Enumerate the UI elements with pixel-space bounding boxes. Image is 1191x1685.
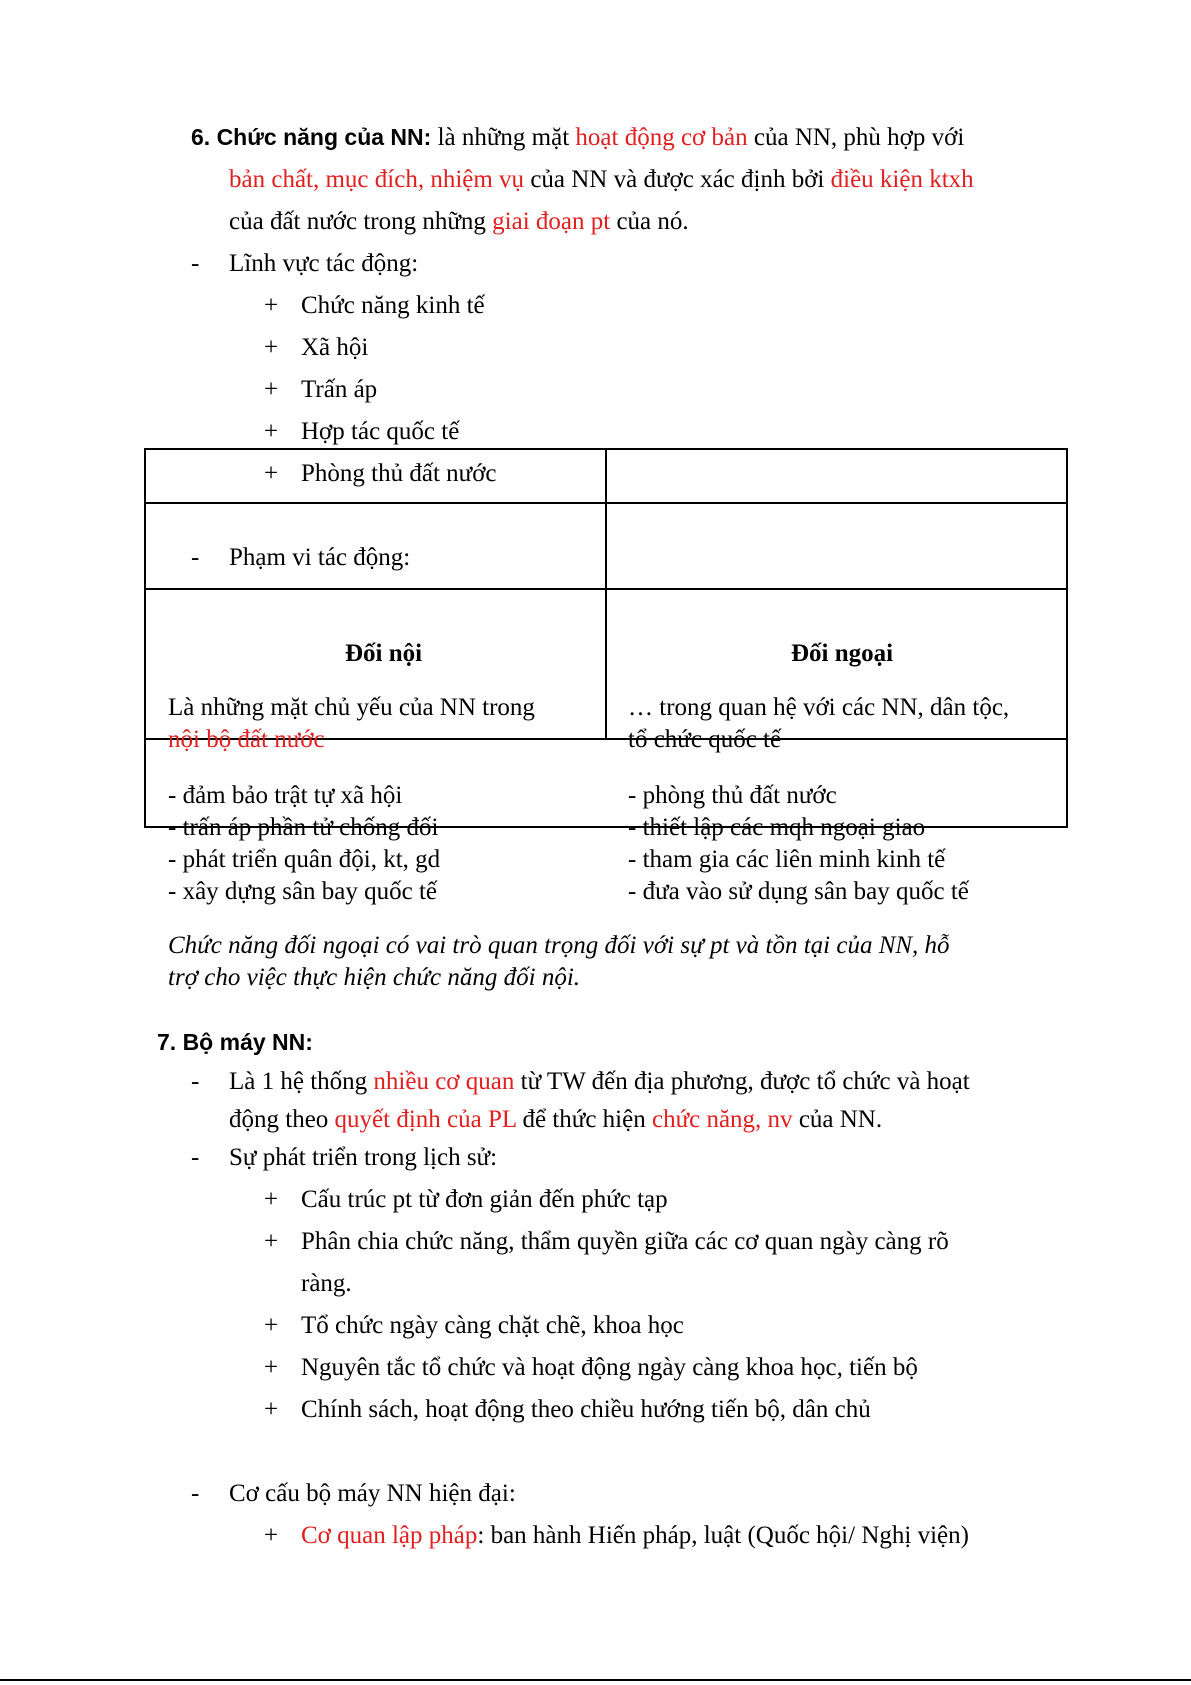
section7-heading: 7. Bộ máy NN: [157, 1029, 313, 1055]
page-bottom-rule [0, 1679, 1191, 1681]
highlight-text: chức năng, nv [651, 1106, 793, 1133]
bullet-plus: + [264, 460, 279, 487]
highlight-text: giai đoạn pt [492, 208, 611, 235]
col1-header: Đối nội [345, 640, 423, 667]
note-line: Chức năng đối ngoại có vai trò quan trọng đối với sự pt và tồn tại của NN, hỗ [168, 932, 950, 959]
section6-line2 [229, 166, 974, 195]
col2-desc: tổ chức quốc tế [628, 726, 782, 753]
text-span: của NN và được xác định bởi [524, 166, 831, 193]
bullet-plus: + [264, 1354, 279, 1381]
text-span: của NN, phù hợp với [747, 124, 965, 151]
bullet-dash: - [191, 1480, 200, 1507]
structure-item [301, 1522, 969, 1551]
table-column-divider [605, 448, 607, 740]
text-span: động theo [229, 1106, 335, 1133]
bullet-plus: + [264, 1228, 279, 1255]
text-span: Là 1 hệ thống [229, 1068, 374, 1095]
col2-item: - phòng thủ đất nước [628, 782, 837, 809]
bullet-dash: - [191, 1144, 200, 1171]
text-span: : ban hành Hiến pháp, luật (Quốc hội/ Nghị viện) [477, 1522, 969, 1549]
field-item: Trấn áp [301, 376, 378, 403]
note-line: trợ cho việc thực hiện chức năng đối nội. [168, 964, 581, 991]
highlight-text: điều kiện ktxh [830, 166, 974, 193]
history-item: Nguyên tắc tổ chức và hoạt động ngày càng khoa học, tiến bộ [301, 1354, 918, 1381]
bullet-plus: + [264, 1522, 279, 1549]
field-item: Chức năng kinh tế [301, 292, 485, 319]
col1-item: - phát triển quân đội, kt, gd [168, 846, 441, 873]
section7-p2 [229, 1106, 882, 1135]
bullet-plus: + [264, 376, 279, 403]
field-item: Hợp tác quốc tế [301, 418, 460, 445]
col1-desc-highlight: nội bộ đất nước [168, 726, 325, 753]
text-span: từ TW đến địa phương, được tổ chức và hoạt [514, 1068, 970, 1095]
history-item-cont: ràng. [301, 1270, 352, 1297]
text-span: là những mặt [431, 124, 576, 151]
bullet-plus: + [264, 1396, 279, 1423]
bullet-plus: + [264, 292, 279, 319]
text-span: để thức hiện [516, 1106, 652, 1133]
text-span: của đất nước trong những [229, 208, 493, 235]
structure-label: Cơ cấu bộ máy NN hiện đại: [229, 1480, 516, 1507]
col2-item: - đưa vào sử dụng sân bay quốc tế [628, 878, 969, 905]
history-item: Tổ chức ngày càng chặt chẽ, khoa học [301, 1312, 684, 1339]
section6-line1 [191, 124, 964, 153]
bullet-dash: - [191, 544, 200, 571]
bullet-plus: + [264, 1186, 279, 1213]
section6-heading: 6. Chức năng của NN: [191, 124, 432, 150]
highlight-text: hoạt động cơ bản [575, 124, 748, 151]
field-label: Lĩnh vực tác động: [229, 250, 419, 277]
col1-desc: Là những mặt chủ yếu của NN trong [168, 694, 535, 721]
col2-desc: … trong quan hệ với các NN, dân tộc, [628, 694, 1010, 721]
history-item: Phân chia chức năng, thẩm quyền giữa các cơ quan ngày càng rõ [301, 1228, 949, 1255]
bullet-plus: + [264, 334, 279, 361]
col1-item: - đảm bảo trật tự xã hội [168, 782, 403, 809]
highlight-text: Cơ quan lập pháp [301, 1522, 478, 1549]
col1-item: - trấn áp phần tử chống đối [168, 814, 439, 841]
table-border-right [1066, 448, 1068, 828]
history-label: Sự phát triển trong lịch sử: [229, 1144, 498, 1171]
text-span: của NN. [792, 1106, 883, 1133]
scope-label: Phạm vi tác động: [229, 544, 411, 571]
history-item: Chính sách, hoạt động theo chiều hướng tiến bộ, dân chủ [301, 1396, 871, 1423]
col1-item: - xây dựng sân bay quốc tế [168, 878, 438, 905]
section6-line3 [229, 208, 689, 237]
bullet-plus: + [264, 1312, 279, 1339]
history-item: Cấu trúc pt từ đơn giản đến phức tạp [301, 1186, 668, 1213]
col2-item: - tham gia các liên minh kinh tế [628, 846, 946, 873]
highlight-text: bản chất, mục đích, nhiệm vụ [229, 166, 525, 193]
bullet-dash: - [191, 1068, 200, 1095]
bullet-plus: + [264, 418, 279, 445]
highlight-text: quyết định của PL [334, 1106, 517, 1133]
table-border-left [144, 448, 146, 828]
col2-item: - thiết lập các mqh ngoại giao [628, 814, 926, 841]
field-item: Xã hội [301, 334, 369, 361]
field-item: Phòng thủ đất nước [301, 460, 497, 487]
bullet-dash: - [191, 250, 200, 277]
text-span: của nó. [610, 208, 689, 235]
col2-header: Đối ngoại [791, 640, 894, 667]
highlight-text: nhiều cơ quan [373, 1068, 515, 1095]
section7-p1 [229, 1068, 970, 1097]
